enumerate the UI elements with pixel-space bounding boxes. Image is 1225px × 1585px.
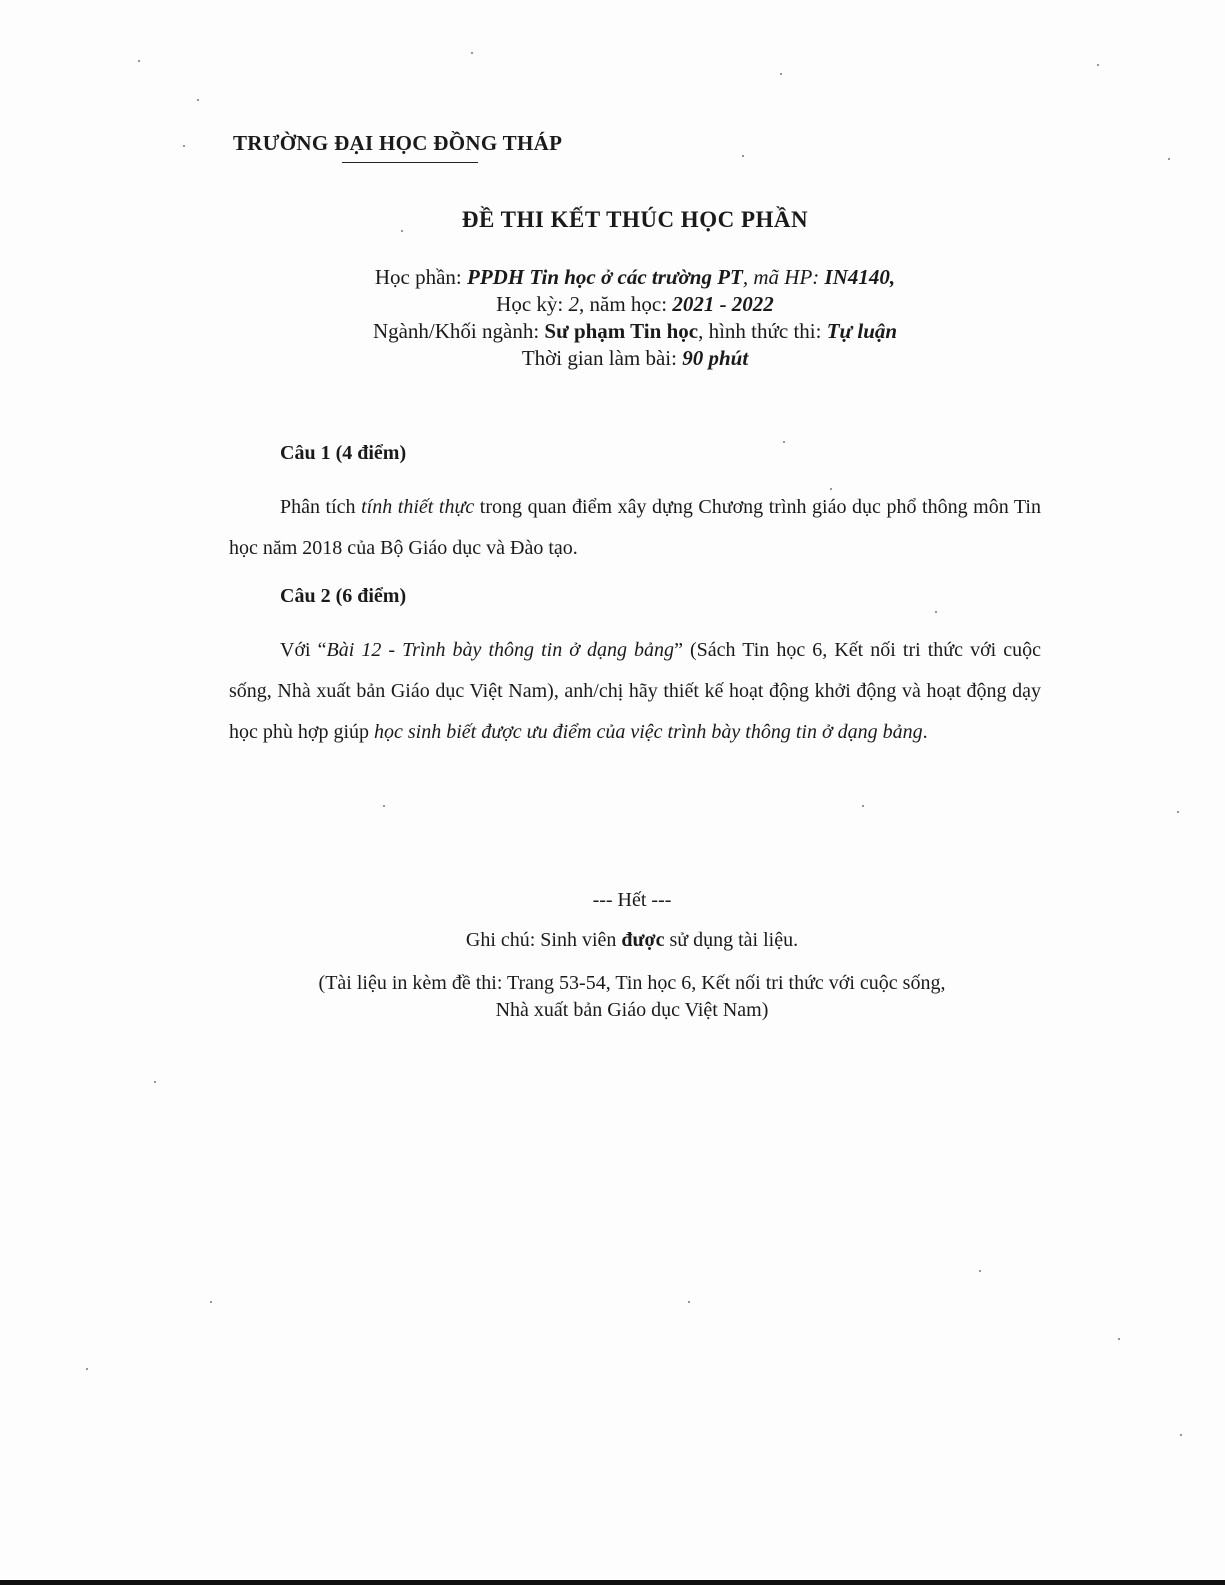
scan-speck [383,805,385,807]
scan-speck [86,1368,88,1370]
scan-speck [401,230,403,232]
scan-speck [154,1081,156,1083]
year-label: , năm học: [579,292,673,316]
scan-speck [197,99,199,101]
scan-speck [742,155,744,157]
exam-form-value: Tự luận [826,319,898,343]
scan-speck [210,1301,212,1303]
scan-speck [979,1270,981,1272]
exam-form-label: , hình thức thi: [698,319,827,343]
school-underline [342,162,478,163]
question-2-goal: học sinh biết được ưu điểm của việc trình bày thông tin ở dạng bảng [374,721,923,743]
scan-speck [1168,158,1170,160]
school-name: TRƯỜNG ĐẠI HỌC ĐỒNG THÁP [233,131,563,155]
scan-speck [183,145,185,147]
course-line-end: , [889,265,896,289]
scan-speck [138,60,140,62]
reference-line-2: Nhà xuất bản Giáo dục Việt Nam) [495,999,769,1021]
course-code-label: mã HP: [753,265,825,289]
scan-speck [1097,64,1099,66]
note-emphasis: được [621,929,665,951]
course-separator: , [742,265,754,289]
scan-speck [862,805,864,807]
major-line [0,318,1225,345]
question-2-text: Với “Bài 12 - Trình bày thông tin ở dạng bảng” (Sách Tin học 6, Kết nối tri thức với cuộc sống, Nhà xuất bản Giáo dục Việt Nam), anh/chị hãy thiết kế hoạt động khởi động và hoạt động dạy học phù hợp giúp học sinh biết được ưu điểm của việc trình bày thông tin ở dạng bảng. [229,639,1042,743]
question-1-heading: Câu 1 (4 điểm) [280,442,407,464]
duration-value: 90 phút [682,346,749,370]
course-label: Học phần: [374,265,468,289]
course-value: PPDH Tin học ở các trường PT [467,265,743,289]
scan-speck [1177,811,1179,813]
course-line [0,264,1225,291]
duration-label: Thời gian làm bài: [521,346,683,370]
major-value: Sư phạm Tin học [544,319,699,343]
scan-speck [1180,1434,1182,1436]
duration-line [0,345,1225,372]
scan-speck [471,52,473,54]
semester-label: Học kỳ: [496,292,569,316]
question-1-emphasis: tính thiết thực [361,496,475,518]
exam-title: ĐỀ THI KẾT THÚC HỌC PHẦN [461,207,809,232]
semester-line [0,291,1225,318]
note-line: Ghi chú: Sinh viên được sử dụng tài liệu. [465,929,799,951]
end-mark: --- Hết --- [592,889,672,911]
scan-speck [935,611,937,613]
scan-speck [688,1301,690,1303]
question-1-text: Phân tích tính thiết thực trong quan điểm xây dựng Chương trình giáo dục phổ thông môn Tin học năm 2018 của Bộ Giáo dục và Đào tạo. [229,496,1041,559]
reference-line-1: (Tài liệu in kèm đề thi: Trang 53-54, Tin học 6, Kết nối tri thức với cuộc sống, [318,972,946,994]
semester-value: 2 [568,292,579,316]
scan-speck [830,488,832,490]
major-label: Ngành/Khối ngành: [372,319,545,343]
reference-note [0,970,1225,1024]
question-2-lesson-title: Bài 12 - Trình bày thông tin ở dạng bảng [326,639,675,661]
scan-speck [783,441,785,443]
year-value: 2021 - 2022 [672,292,774,316]
course-code-value: IN4140 [824,265,890,289]
question-2-heading: Câu 2 (6 điểm) [280,585,407,607]
scan-speck [1118,1338,1120,1340]
scan-speck [780,73,782,75]
scan-bottom-edge [0,1580,1225,1585]
